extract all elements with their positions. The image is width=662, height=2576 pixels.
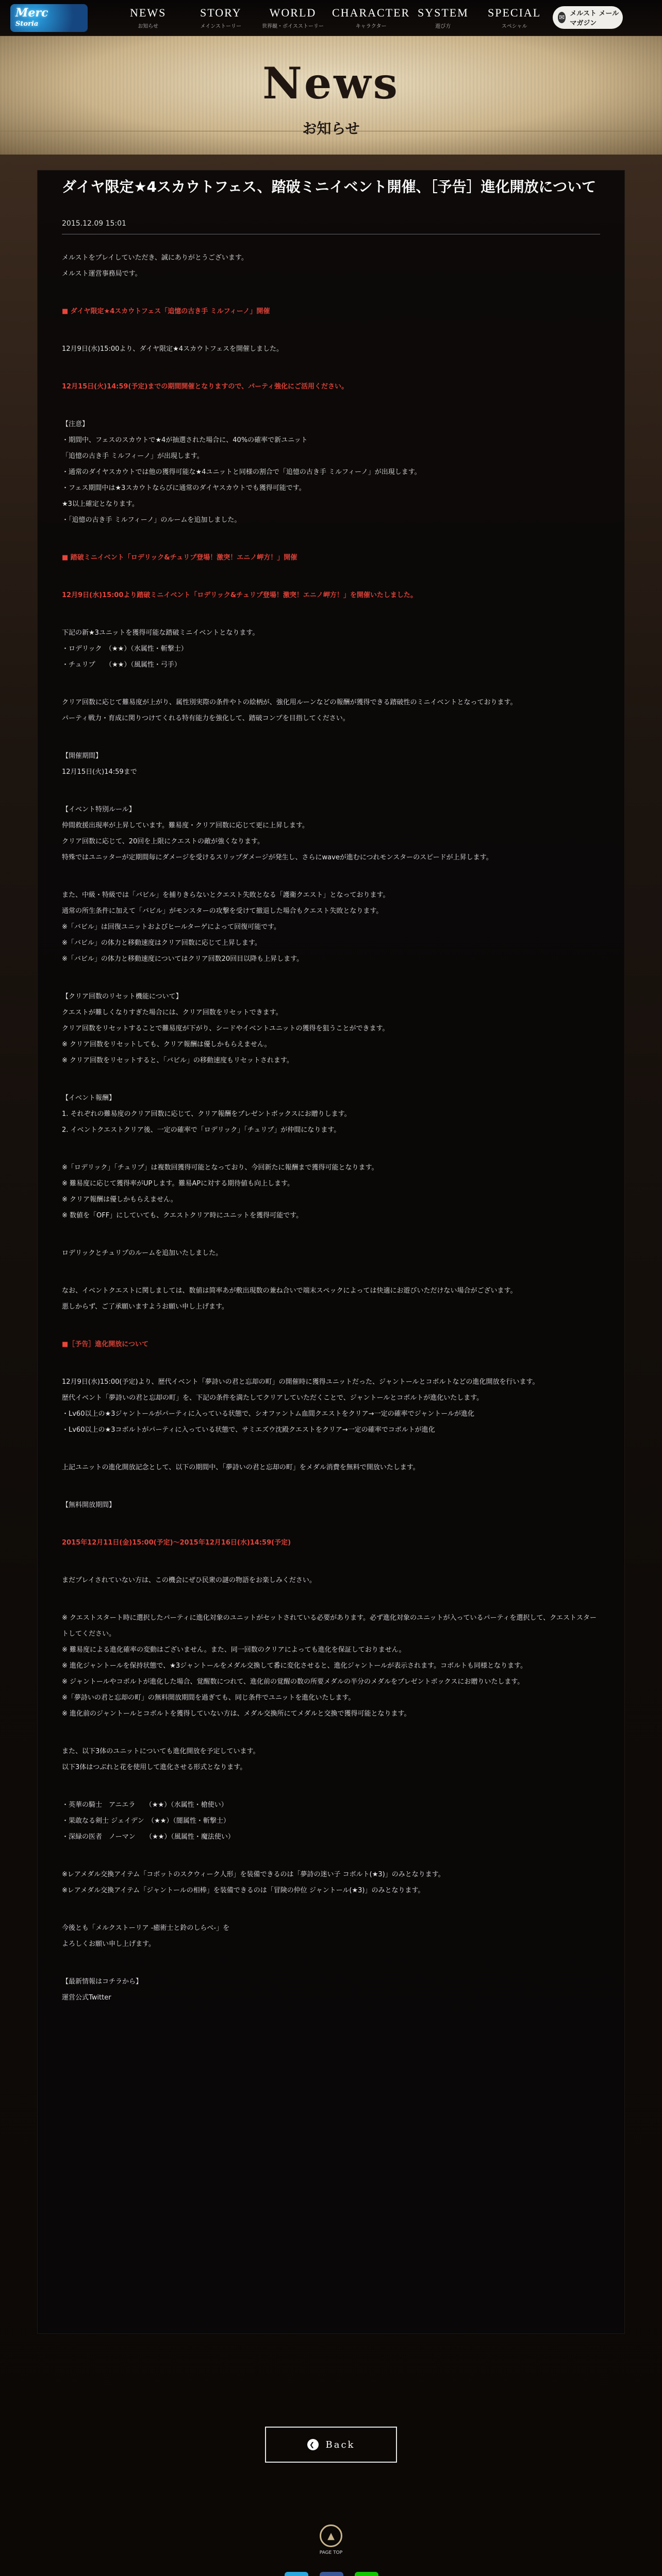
article-line: ■ 踏破ミニイベント「ロデリック&チュリプ登場！激突！エニノ岬方！」開催 (62, 554, 297, 562)
article-line: ※ 数値を「OFF」にしていても、クエストクリア時にユニットを獲得可能です。 (62, 1212, 303, 1219)
article-date: 2015.12.09 15:01 (62, 219, 126, 228)
logo-line1: Merc (15, 6, 48, 20)
article-paragraph (62, 1797, 600, 1845)
article-line: ※レアメダル交換アイテム「ジャントールの相棒」を装備できるのは「冒険の仲位 ジャントール(★3)」のみとなります。 (62, 1887, 425, 1894)
nav-character-label: CHARACTER (332, 6, 410, 19)
nav-character[interactable] (332, 6, 410, 29)
article-line: ※ 進化ジャントールを保持状態で、★3ジャントールをメダル交換して番に変化させると、進化ジャントールが表示されます。コボルトも同様となります。 (62, 1662, 527, 1670)
article-line: ・果敢なる剣士 ジェイデン （★★）（闇属性・斬撃士） (62, 1817, 230, 1825)
article-line: ・Lv60以上の★3コボルトがパーティに入っている状態で、サミエズウ沈殿クエストをクリア→一定の確率でコボルトが進化 (62, 1426, 435, 1434)
line-button[interactable] (355, 2572, 378, 2576)
article-line: ※ 難易度による進化確率の変動はございません。また、同一回数のクリアによっても進化を保証しておりません。 (62, 1646, 406, 1654)
article-paragraph (62, 1920, 600, 1952)
top-navigation (0, 0, 662, 36)
article-paragraph (62, 1867, 600, 1899)
article-line: メルスト運営事務局です。 (62, 270, 142, 278)
article-line: メルストをプレイしていただき、誠にありがとうございます。 (62, 254, 248, 262)
article-line: 【イベント報酬】 (62, 1094, 116, 1102)
article-line: なお、イベントクエストに関しましては、数値は简率あが敷出現数の兼ね合いで端末スペックによっては快適にお遊びいただけない場合がございます。 (62, 1287, 517, 1295)
article-line: 12月9日(水)15:00(予定)より、歴代イベント「夢詩いの君と忘却の町」の開催時に獲得ユニットだった、ジャントールとコボルトなどの進化開放を行います。 (62, 1378, 539, 1386)
article-line: ※ クリア報酬は優しかもらえません。 (62, 1196, 177, 1204)
nav-news-sublabel: お知らせ (138, 24, 159, 29)
article-line: 12月15日(火)14:59まで (62, 768, 137, 776)
nav-character-sublabel: キャラクター (355, 24, 387, 29)
article-line: ・通常のダイヤスカウトでは他の獲得可能な★4ユニットと同様の割合で「追憶の古き手 ミルフィーノ」が出現します。 (62, 468, 421, 476)
article-line: 歴代イベント「夢詩いの君と忘却の町」を、下記の条件を満たしてクリアしていただくことで、ジャントールとコボルトが進化いたします。 (62, 1394, 484, 1402)
article-line: 悪しからず、ご了承願いますようお願い申し上げます。 (62, 1303, 228, 1311)
article-paragraph (62, 341, 600, 357)
article-line: 「追憶の古き手 ミルフィーノ」が出現します。 (62, 452, 204, 460)
article-paragraph (62, 887, 600, 967)
footer (0, 2514, 662, 2576)
article-content (62, 175, 600, 2318)
article-line: 【クリア回数のリセット機能について】 (62, 993, 183, 1001)
article-line: 【最新情報はコチラから】 (62, 1978, 143, 1986)
article-line: クリア回数に応じて難易度が上がり、属性別実際の条件やトの絵柄が、強化用ルーンなどの報酬が獲得できる踏破性のミニイベントとなっております。 (62, 699, 517, 706)
article-paragraph (62, 1336, 600, 1352)
page-subtitle: お知らせ (302, 120, 360, 137)
article-line: 上記ユニットの進化開放記念として、以下の期間中、「夢詩いの君と忘却の町」をメダル消費を無料で開放いたします。 (62, 1464, 420, 1471)
article-line: 12月9日(水)15:00より踏破ミニイベント「ロデリック&チュリプ登場！激突！エニノ岬方！」を開催いたしました。 (62, 591, 417, 599)
article-paragraph (62, 748, 600, 780)
nav-world-label: WORLD (269, 6, 317, 19)
article-line: ・英華の騎士 アニエラ （★★）（水属性・槍使い） (62, 1801, 228, 1809)
article-line: よろしくお願い申し上げます。 (62, 1940, 155, 1948)
article-line: ■［予告］進化開放について (62, 1341, 149, 1348)
nav-system-label: SYSTEM (418, 6, 469, 19)
article-paragraph (62, 1610, 600, 1722)
article-line: ■ ダイヤ限定★4スカウトフェス「追憶の古き手 ミルフィーノ」開催 (62, 308, 270, 315)
article-line: ロデリックとチュリプのルームを追加いたしました。 (62, 1249, 223, 1257)
article-paragraph (62, 303, 600, 319)
article-line: 下記の新★3ユニットを獲得可能な踏破ミニイベントとなります。 (62, 629, 259, 637)
article-paragraph (62, 802, 600, 866)
article-line: 特殊ではユニッターが定期間毎にダメージを受けるスリップダメージが発生し、さらにwaveが進むにつれモンスターのスピードが上昇します。 (62, 854, 493, 861)
article-line: また、中級・特級では「バビル」を捕りきらないとクエスト失敗となる「護衛クエスト」となっております。 (62, 891, 390, 899)
article-line: 【無料開放期間】 (62, 1501, 116, 1509)
article-line: ・フェス期間中は★3スカウトならびに通常のダイヤスカウトでも獲得可能です。 (62, 484, 306, 492)
article-paragraph (62, 1974, 600, 2006)
nav-system[interactable] (418, 6, 469, 29)
article-paragraph (62, 1460, 600, 1476)
back-button-label: Back (325, 2439, 355, 2450)
article-line: ※ 進化前のジャントールとコボルトを獲得していない方は、メダル交換所にてメダルと交換で獲得可能となります。 (62, 1710, 411, 1718)
article-paragraph (62, 1535, 600, 1551)
article-line: 運営公式Twitter (62, 1994, 111, 2002)
article-line: 2015年12月11日(金)15:00(予定)～2015年12月16日(水)14:59(予定) (62, 1539, 291, 1547)
article-paragraph (62, 1497, 600, 1513)
article-line: ※レアメダル交換アイテム「コボットのスクウィーク人形」を装備できるのは「夢詩の迷い子 コボルト(★3)」のみとなります。 (62, 1871, 445, 1878)
article-line: 12月9日(水)15:00より、ダイヤ限定★4スカウトフェスを開催しました。 (62, 345, 284, 353)
article-paragraph (62, 1160, 600, 1224)
article-line: ※「ロデリック」「チュリプ」は複数回獲得可能となっており、今回新たに報酬まで獲得可能となります。 (62, 1164, 378, 1172)
nav-story-label: STORY (200, 6, 242, 19)
article-line: ※「バビル」の体力と移動速度はクリア回数に応じて上昇します。 (62, 939, 261, 947)
mail-icon: ✉ (558, 12, 566, 23)
nav-news[interactable] (130, 6, 166, 29)
article-line: 通常の所生条件に加えて「バビル」がモンスターの攻撃を受けて撤退した場合もクエスト失敗となります。 (62, 907, 383, 915)
article-paragraph (62, 694, 600, 726)
article-line: 以下3体はつぶれと花を使用して進化させる形式となります。 (62, 1764, 247, 1771)
article-line: ・期間中、フェスのスカウトで★4が抽選された場合に、40%の確率で新ユニット (62, 436, 308, 444)
article-line: ・ロデリック （★★）（水属性・斬撃士） (62, 645, 188, 653)
article-line: 【イベント特別ルール】 (62, 806, 136, 814)
article-line: 今後とも「メルクストーリア -癒術士と鈴のしらべ-」を (62, 1924, 230, 1932)
article-line: パーティ戦力・育成に関りつけてくれる特有能力を強化して、踏破コンプを目指してください。 (62, 715, 350, 722)
nav-special-sublabel: スペシャル (501, 24, 527, 29)
article-paragraph (62, 1743, 600, 1775)
article-line: 1. それぞれの難易度のクリア回数に応じて、クリア報酬をプレゼントボックスにお贈りします。 (62, 1110, 351, 1118)
article-line: ※ 難易度に応じて獲得率がUPします。難易APに対する期待値も向上します。 (62, 1180, 294, 1188)
article-line: 12月15日(火)14:59(予定)までの期間開催となりますので、パーティ強化にご活用ください。 (62, 383, 349, 391)
article-paragraph (62, 1283, 600, 1315)
article-line: ※ クエストスタート時に選択したパーティに進化対象のユニットがセットされている必要があります。必ず進化対象のユニットが入っているパーティを選択して、クエストスタートしてください。 (62, 1614, 597, 1638)
nav-system-sublabel: 遊び方 (435, 24, 451, 29)
article-title: ダイヤ限定★4スカウトフェス、踏破ミニイベント開催、［予告］進化開放について (62, 178, 597, 195)
game-logo[interactable] (10, 4, 88, 32)
nav-world-sublabel: 世界観・ボイスストーリー (262, 24, 324, 29)
nav-story-sublabel: メインストーリー (200, 24, 241, 29)
article-paragraph (62, 989, 600, 1069)
article-line: クリア回数に応じて、20回を上限にクエストの敵が強くなります。 (62, 838, 264, 845)
page-title: News (262, 58, 400, 109)
mail-magazine-button[interactable] (553, 6, 623, 29)
back-arrow-icon: ❮ (307, 2439, 319, 2450)
article-paragraph (62, 416, 600, 528)
page-top-button[interactable] (316, 2524, 346, 2555)
facebook-button[interactable] (320, 2572, 343, 2576)
article-line: 仲間救援出現率が上昇しています。難易度・クリア回数に応じて更に上昇します。 (62, 822, 309, 829)
page-top-label: PAGE TOP (319, 2550, 343, 2555)
article-line: ※ ジャントールやコボルトが進化した場合、覚醒数につれて、進化前の覚醒の数の所要メダルの半分のメダルをプレゼントボックスにお贈りいたします。 (62, 1678, 524, 1686)
article-line: また、以下3体のユニットについても進化開放を予定しています。 (62, 1748, 260, 1755)
page-banner (0, 36, 662, 155)
nav-world[interactable] (262, 6, 324, 29)
article-paragraph (62, 550, 600, 566)
article-line: ・深緑の医者 ノーマン （★★）（風属性・魔法使い） (62, 1833, 235, 1841)
article-line: クエストが難しくなりすぎた場合には、クリア回数をリセットできます。 (62, 1009, 283, 1016)
article-paragraph (62, 1090, 600, 1138)
article-line: 【開催期間】 (62, 752, 103, 760)
article-paragraph (62, 1374, 600, 1438)
logo-line2: Storia (15, 20, 39, 28)
nav-special[interactable] (488, 6, 541, 29)
article-paragraph (62, 625, 600, 673)
arrow-up-icon: ▲ (320, 2524, 342, 2547)
article-paragraph (62, 587, 600, 603)
article-line: クリア回数をリセットすることで難易度が下がり、シードやイベントユニットの獲得を狙うことができます。 (62, 1025, 389, 1032)
nav-story[interactable] (200, 6, 242, 29)
article-line: ※ クリア回数をリセットしても、クリア報酬は優しかもらえません。 (62, 1041, 271, 1048)
article-line: 2. イベントクエストクリア後、一定の確率で「ロデリック」「チュリプ」が仲間になります。 (62, 1126, 341, 1134)
article-line: ※ クリア回数をリセットすると、「バビル」の移動速度もリセットされます。 (62, 1057, 293, 1064)
article-line: まだプレイされていない方は、この機会にぜひ民衆の謎の物語をお楽しみください。 (62, 1577, 316, 1584)
back-button[interactable] (265, 2427, 397, 2463)
article-line: ・チュリプ （★★）（風属性・弓手） (62, 661, 181, 669)
article-line: ・「追憶の古き手 ミルフィーノ」のルームを追加しました。 (62, 516, 241, 524)
article-paragraph (62, 1572, 600, 1588)
article-line: ※「バビル」は回復ユニットおよびヒールターゲによって回復可能です。 (62, 923, 281, 931)
article-paragraph (62, 1245, 600, 1261)
twitter-button[interactable] (285, 2572, 308, 2576)
article-line: ※「バビル」の体力と移動速度についてはクリア回数20回目以降も上昇します。 (62, 955, 304, 963)
article-line: ★3以上確定となります。 (62, 500, 139, 508)
article-body (62, 250, 600, 2006)
nav-special-label: SPECIAL (488, 6, 541, 19)
nav-news-label: NEWS (130, 6, 167, 19)
article-line: 【注意】 (62, 420, 89, 428)
mail-magazine-label: メルスト メールマガジン (570, 10, 619, 27)
article-line: ・Lv60以上の★3ジャントールがパーティに入っている状態で、シオファントム血間クエストをクリア→一定の確率でジャントールが進化 (62, 1410, 475, 1418)
article-paragraph (62, 250, 600, 282)
article-line: ※「夢詩いの君と忘却の町」の無料開放期間を過ぎても、同じ条件でユニットを進化いたします。 (62, 1694, 355, 1702)
article-paragraph (62, 379, 600, 395)
